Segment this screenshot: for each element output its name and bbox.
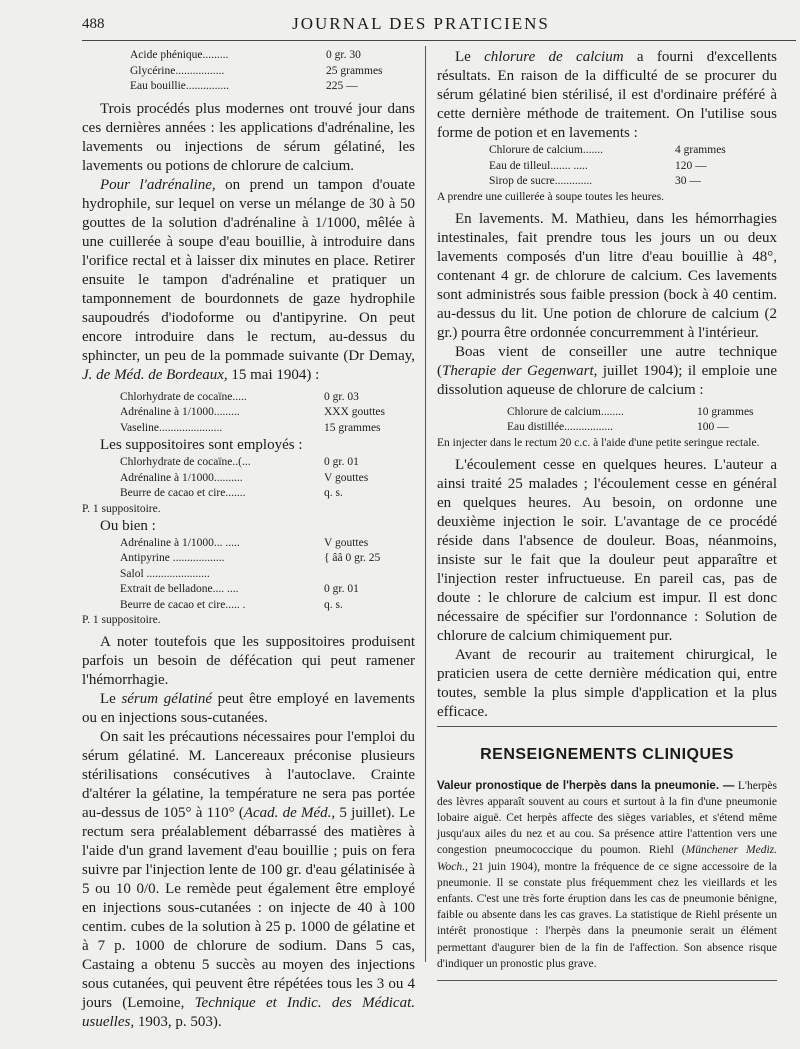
- text-run: 21 juin 1904), montre la fréquence de ce signe accessoire de la pneumonie. Il se constate plus fréquemment chez les vieillards et les enfants. C'est une très forte éruption dans les cas de pneumonie bénigne, faible ou absente dans les cas graves. La statistique de Riehl présente un intérêt pronostique : l'herpès dans la pneumonie serait un élément permettant d'augurer bien de la fin de l'affection. Son absence risque d'indiquer un pronostic plus grave.: [437, 860, 777, 970]
- italic-run: chlorure de calcium: [484, 49, 624, 65]
- right-column: [437, 48, 777, 981]
- paragraph: Avant de recourir au traitement chirurgical, le praticien usera de cette dernière médication qui, entre toutes, semble la plus simple d'application et la plus efficace.: [437, 646, 777, 720]
- text-run: L'herpès des lèvres apparaît souvent au cours et surtout à la fin d'une pneumonie lobaire aiguë. Cet herpès affecte des sièges variables, et s'étend même jusqu'aux ailes du nez et au cou. Sa présence attire l'attention vers une congestion pneumococcique du poumon. Riehl (: [437, 779, 777, 857]
- citation: J. de Méd. de Bordeaux,: [82, 366, 228, 383]
- recipe-dose: 225 —: [326, 80, 358, 92]
- paragraph: [82, 690, 415, 728]
- recipe-dose: 0 gr. 01: [324, 456, 359, 468]
- recipe-dose: q. s.: [324, 487, 343, 499]
- text-run: 1903, p. 503).: [134, 1014, 222, 1030]
- header-rule: [82, 40, 796, 41]
- recipe-pommade: [82, 390, 415, 437]
- recipe-item: Glycérine.................: [130, 64, 225, 77]
- recipe-dose: 0 gr. 01: [324, 583, 359, 595]
- recipe-item: Adrénaline à 1/1000..........: [120, 471, 243, 484]
- recipe-item: Eau distillée.................: [507, 421, 614, 433]
- paragraph: L'écoulement cesse en quelques heures. L'auteur a ainsi traité 25 malades ; l'écoulement cesse en général en quelques heures. Au besoin, on ordonne une deuxième injection le soir. L'avantage de ce procédé réside dans l'absence de douleur. Boas, néanmoins, insiste sur le fait que la douleur peut apparaître et l'injection rester infructueuse. En pareil cas, pas de doute : le chlorure de calcium est impur. Il est donc nécessaire de spécifier sur l'ordonnance : Solution de chlorure de calcium chimiquement pur.: [437, 456, 777, 644]
- recipe-suppository-2: [82, 536, 415, 614]
- recipe-dose: 100 —: [697, 421, 729, 433]
- paragraph: [82, 176, 415, 385]
- recipe-item: Chlorhydrate de cocaïne.....: [120, 390, 247, 403]
- paragraph: Trois procédés plus modernes ont trouvé jour dans ces dernières années : les applications d'adrénaline, les lavements ou injections de sérum gélatiné, les lavements ou potions de chlorure de calcium.: [82, 100, 415, 174]
- recipe-item: Beurre de cacao et cire.......: [120, 487, 246, 499]
- recipe-dose: 120 —: [675, 159, 707, 172]
- recipe-dose: 0 gr. 03: [324, 390, 359, 403]
- text-run: on prend un tampon d'ouate hydrophile, sur lequel on verse un mélange de 30 à 50 gouttes de la solution d'adrénaline à 1/1000, mêlée à une cuillerée à soupe d'eau bouillie, à introduire dans l'orifice rectal et à laisser dix minutes en place. Retirer ensuite le tampon d'adrénaline et pratiquer un tamponnement de bourdonnets de gaze hydrophile saupoudrés d'iodoforme ou d'antipyrine. On peut encore introduire dans le rectum, au-dessus du sphincter, un peu de la pommade suivante (Dr Demay,: [82, 176, 415, 364]
- recipe-item: Vaseline......................: [120, 421, 223, 434]
- recipe-item: Acide phénique.........: [130, 49, 229, 61]
- recipe-dose: 10 grammes: [697, 405, 754, 418]
- text-run: peut être employé en lavements ou en injections sous-cutanées.: [82, 691, 415, 726]
- recipe-potion: [437, 143, 777, 190]
- text-run: 15 mai 1904) :: [227, 366, 320, 383]
- recipe-dose: V gouttes: [324, 536, 369, 549]
- recipe-boas: [437, 405, 777, 436]
- section-end-rule: [437, 980, 777, 981]
- paragraph: [437, 343, 777, 400]
- recipe-phenol: [82, 48, 415, 95]
- recipe-item: Adrénaline à 1/1000.........: [120, 406, 240, 418]
- suppository-note: P. 1 suppositoire.: [82, 614, 161, 626]
- recipe-item: Chlorhydrate de cocaïne..(...: [120, 456, 251, 468]
- paragraph: Ou bien :: [100, 517, 156, 534]
- recipe-item: Extrait de belladone.... ....: [120, 583, 239, 595]
- paragraph: Les suppositoires sont employés :: [100, 437, 303, 453]
- paragraph: A noter toutefois que les suppositoires produisent parfois un besoin de défécation qui peut ramener l'hémorrhagie.: [82, 634, 415, 688]
- paragraph: En lavements. M. Mathieu, dans les hémorrhagies intestinales, fait prendre tous les jours un ou deux lavements composés d'un litre d'eau bouillie à 48°, contenant 4 gr. de chlorure de calcium. Ces lavements sont administrés sous faible pression (bock à 40 centim. au-dessus du lit. Une potion de chlorure de calcium (2 gr.) pourra être ordonnée concurremment à l'intérieur.: [437, 210, 777, 341]
- injection-note: En injecter dans le rectum 20 c.c. à l'aide d'une petite seringue rectale.: [437, 436, 760, 449]
- recipe-dose: 30 —: [675, 175, 701, 187]
- recipe-dose: XXX gouttes: [324, 406, 386, 418]
- recipe-dose: 4 grammes: [675, 144, 726, 156]
- column-divider: [425, 46, 426, 962]
- recipe-item: Sirop de sucre.............: [489, 175, 593, 187]
- recipe-dose: [324, 567, 415, 583]
- recipe-item: Beurre de cacao et cire..... .: [120, 598, 246, 611]
- journal-title: JOURNAL DES PRATICIENS: [292, 14, 550, 33]
- paragraph: [82, 728, 415, 1032]
- recipe-item: Eau de tilleul....... .....: [489, 159, 588, 172]
- text-run: 5 juillet). Le rectum sera préalablement débarrassé des matières à l'aide d'un grand lavement d'eau bouillie ; puis on fera suivre par l'injection lente de 100 gr. d'eau gélatinisée à 5 ou 10 0/0. Le remède peut également être employé en injections sous-cutanées : on injecte de 40 à 100 centim. cubes de la solution à 25 p. 1000 de gélatine et à 7 p. 1000 de chlorure de sodium. Dans 5 cas, Castaing a obtenu 5 succès au moyen des injections sous cutanées, qui peuvent être répétées tous les 3 ou 4 jours (Lemoine,: [82, 805, 415, 1011]
- recipe-item: Chlorure de calcium.......: [489, 144, 604, 156]
- text-run: Le: [100, 691, 122, 707]
- italic-run: Pour l'adrénaline,: [100, 176, 216, 193]
- recipe-item: Antipyrine ..................: [120, 552, 225, 564]
- text-run: On sait les précautions nécessaires pour l'emploi du sérum gélatiné. M. Lancereaux préconise plusieurs stérilisations consécutives à l'autoclave. Crainte d'altérer la gélatine, la température ne sera pas portée au-dessus de 105° à 110° (: [82, 729, 415, 821]
- citation: Acad. de Méd.,: [243, 805, 336, 821]
- italic-run: sérum gélatiné: [121, 691, 213, 707]
- recipe-item: Salol ......................: [120, 567, 210, 580]
- recipe-dose: 25 grammes: [326, 64, 383, 77]
- note-title: Valeur pronostique de l'herpès dans la pneumonie. —: [437, 779, 735, 792]
- recipe-dose: V gouttes: [324, 471, 369, 484]
- text-run: juillet 1904); il emploie une dissolution aqueuse de chlorure de calcium :: [437, 362, 777, 398]
- clinical-note: [437, 778, 777, 972]
- text-run: a fourni d'excellents résultats. En raison de la difficulté de se procurer du sérum gélatiné bien stérilisé, il est d'ordinaire préféré à cette dernière méthode de traitement. On l'utilise sous forme de potion et en lavements :: [437, 49, 777, 141]
- potion-note: A prendre une cuillerée à soupe toutes les heures.: [437, 190, 665, 203]
- page-number: 488: [82, 16, 105, 32]
- recipe-dose: q. s.: [324, 598, 343, 611]
- suppository-note: P. 1 suppositoire.: [82, 502, 161, 515]
- section-title: RENSEIGNEMENTS CLINIQUES: [480, 745, 734, 763]
- recipe-dose: 0 gr. 30: [326, 49, 361, 61]
- recipe-suppository-1: [82, 455, 415, 502]
- citation: Therapie der Gegenwart,: [442, 362, 598, 379]
- paragraph: [437, 48, 777, 143]
- citation: Technique et Indic. des Médicat. usuelles,: [82, 995, 415, 1030]
- text-run: Le: [455, 49, 485, 65]
- recipe-item: Adrénaline à 1/1000... .....: [120, 536, 240, 549]
- left-column: [82, 48, 415, 1032]
- section-rule: [437, 726, 777, 727]
- recipe-dose: { ââ 0 gr. 25: [324, 552, 381, 564]
- recipe-dose: 15 grammes: [324, 421, 381, 434]
- recipe-item: Eau bouillie...............: [130, 80, 230, 92]
- citation: Münchener Mediz. Woch.,: [437, 844, 777, 873]
- recipe-item: Chlorure de calcium........: [507, 405, 624, 418]
- page-header: [82, 10, 760, 36]
- text-run: Boas vient de conseiller une autre technique (: [437, 343, 777, 379]
